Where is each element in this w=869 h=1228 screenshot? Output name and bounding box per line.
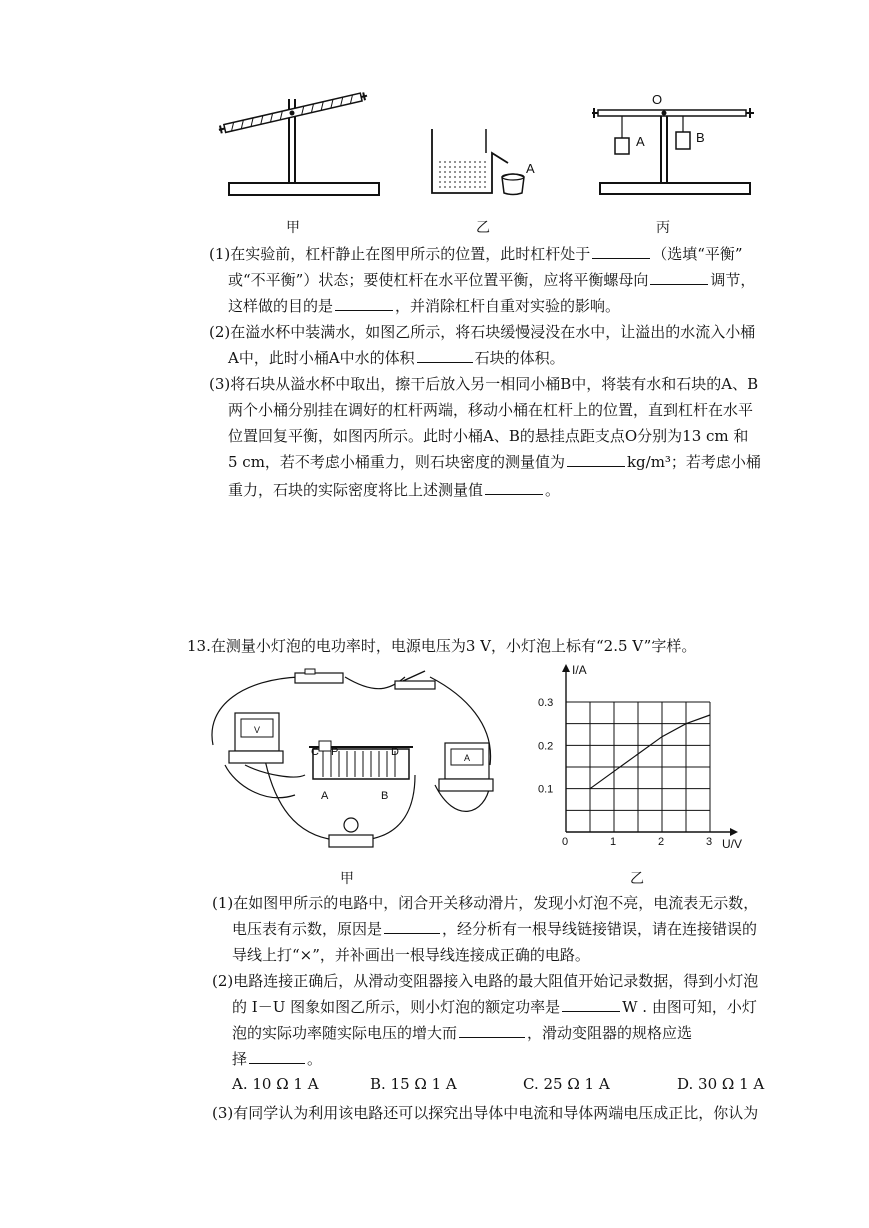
text: 或“不平衡”）状态；要使杠杆在水平位置平衡，应将平衡螺母向	[228, 271, 649, 289]
text: 重力，石块的实际密度将比上述测量值	[228, 481, 484, 499]
text: 。	[545, 481, 561, 499]
text: （选填“平衡”	[652, 245, 743, 263]
q12-part3-line3: 位置回复平衡，如图丙所示。此时小桶A、B的悬挂点距支点O分别为13 cm 和	[228, 427, 749, 445]
label-p: P	[331, 746, 339, 758]
text: ，并消除杠杆自重对实验的影响。	[395, 297, 621, 315]
q12-part3-line4	[228, 452, 761, 472]
answer-blank[interactable]	[567, 452, 625, 467]
text: ，经分析有一根导线链接错误，请在连接错误的	[442, 920, 758, 938]
caption-circuit-jia: 甲	[340, 871, 354, 887]
q13-part1-line1: (1)在如图甲所示的电路中，闭合开关移动滑片，发现小灯泡不亮，电流表无示数，	[212, 894, 759, 912]
text: 5 cm，若不考虑小桶重力，则石块密度的测量值为	[228, 453, 565, 471]
caption-yi: 乙	[476, 220, 490, 236]
label-d: D	[391, 746, 399, 758]
text: 的 I－U 图象如图乙所示，则小灯泡的额定功率是	[232, 998, 561, 1016]
q12-part2-line1: (2)在溢水杯中装满水，如图乙所示，将石块缓慢浸没在水中，让溢出的水流入小桶	[209, 323, 756, 341]
x-axis-label: U/V	[722, 837, 743, 851]
label-b-rheostat: B	[381, 790, 389, 802]
voltmeter-label: V	[254, 725, 261, 735]
text: 电压表有示数，原因是	[232, 920, 383, 938]
answer-blank[interactable]	[650, 270, 708, 285]
chart-series-line	[590, 715, 710, 789]
chart-grid	[566, 702, 710, 832]
answer-blank[interactable]	[417, 348, 473, 363]
text: A中，此时小桶A中水的体积	[228, 349, 415, 367]
label-c: C	[311, 746, 319, 758]
answer-blank[interactable]	[459, 1023, 525, 1038]
text: (1)在实验前，杠杆静止在图甲所示的位置，此时杠杆处于	[209, 245, 591, 263]
answer-blank[interactable]	[485, 480, 543, 495]
x-tick-label: 3	[706, 836, 713, 848]
q13-part2-line4	[232, 1049, 322, 1069]
text: 石块的体积。	[474, 349, 565, 367]
q12-part1-line2	[228, 270, 755, 290]
figure-lever-bing	[590, 88, 770, 208]
q12-part2-line2	[228, 348, 565, 368]
q13-part2-line2	[232, 997, 757, 1017]
y-axis-label: I/A	[572, 663, 587, 677]
q12-part3-line5	[228, 480, 560, 500]
x-tick-label: 2	[658, 836, 665, 848]
q12-part1-line1	[209, 244, 743, 264]
x-axis-arrow	[730, 828, 738, 836]
answer-blank[interactable]	[249, 1049, 305, 1064]
q12-part3-line2: 两个小桶分别挂在调好的杠杆两端，移动小桶在杠杆上的位置，直到杠杆在水平	[228, 401, 754, 419]
text: 这样做的目的是	[228, 297, 334, 315]
option-d[interactable]: D. 30 Ω 1 A	[677, 1075, 765, 1093]
option-c[interactable]: C. 25 Ω 1 A	[523, 1075, 610, 1093]
ammeter-label: A	[464, 753, 471, 763]
label-b-bing: B	[696, 130, 705, 145]
figure-lever-jia	[215, 85, 390, 210]
label-a-bing: A	[636, 134, 645, 149]
figure-circuit-jia	[205, 665, 505, 860]
text: 调节，	[710, 271, 756, 289]
q13-part1-line2	[232, 919, 757, 939]
text: 择	[232, 1050, 248, 1068]
answer-blank[interactable]	[592, 244, 650, 259]
caption-jia: 甲	[286, 220, 300, 236]
q13-title: 13.在测量小灯泡的电功率时，电源电压为3 V，小灯泡上标有“2.5 V”字样。	[187, 637, 697, 655]
option-a[interactable]: A. 10 Ω 1 A	[232, 1075, 319, 1093]
y-tick-label: 0.1	[538, 783, 554, 796]
text: ，滑动变阻器的规格应选	[527, 1024, 693, 1042]
text: 泡的实际功率随实际电压的增大而	[232, 1024, 458, 1042]
iu-chart	[538, 662, 748, 852]
figure-overflow-cup-yi	[428, 125, 548, 200]
y-tick-label: 0.2	[538, 740, 554, 753]
q13-part1-line3: 导线上打“×”，并补画出一根导线连接成正确的电路。	[232, 946, 590, 964]
answer-blank[interactable]	[562, 997, 620, 1012]
q13-part3-line1: (3)有同学认为利用该电路还可以探究出导体中电流和导体两端电压成正比，你认为	[212, 1104, 759, 1122]
text: kg/m³；若考虑小桶	[626, 453, 761, 471]
x-tick-label: 0	[562, 836, 569, 848]
x-tick-label: 1	[610, 836, 617, 848]
label-o: O	[652, 92, 663, 107]
q13-part2-line1: (2)电路连接正确后，从滑动变阻器接入电路的最大阻值开始记录数据，得到小灯泡	[212, 972, 759, 990]
label-a-yi: A	[526, 161, 535, 176]
q13-part2-line3	[232, 1023, 692, 1043]
text: W . 由图可知，小灯	[622, 998, 757, 1016]
y-tick-label: 0.3	[538, 697, 554, 709]
caption-bing: 丙	[656, 220, 670, 236]
label-a-rheostat: A	[321, 790, 329, 802]
text: 。	[307, 1050, 323, 1068]
option-b[interactable]: B. 15 Ω 1 A	[370, 1075, 457, 1093]
answer-blank[interactable]	[384, 919, 440, 934]
answer-blank[interactable]	[335, 296, 393, 311]
caption-chart-yi: 乙	[630, 871, 644, 887]
y-axis-arrow	[562, 664, 570, 672]
q12-part3-line1: (3)将石块从溢水杯中取出，擦干后放入另一相同小桶B中，将装有水和石块的A、B	[209, 375, 759, 393]
q12-part1-line3	[228, 296, 620, 316]
